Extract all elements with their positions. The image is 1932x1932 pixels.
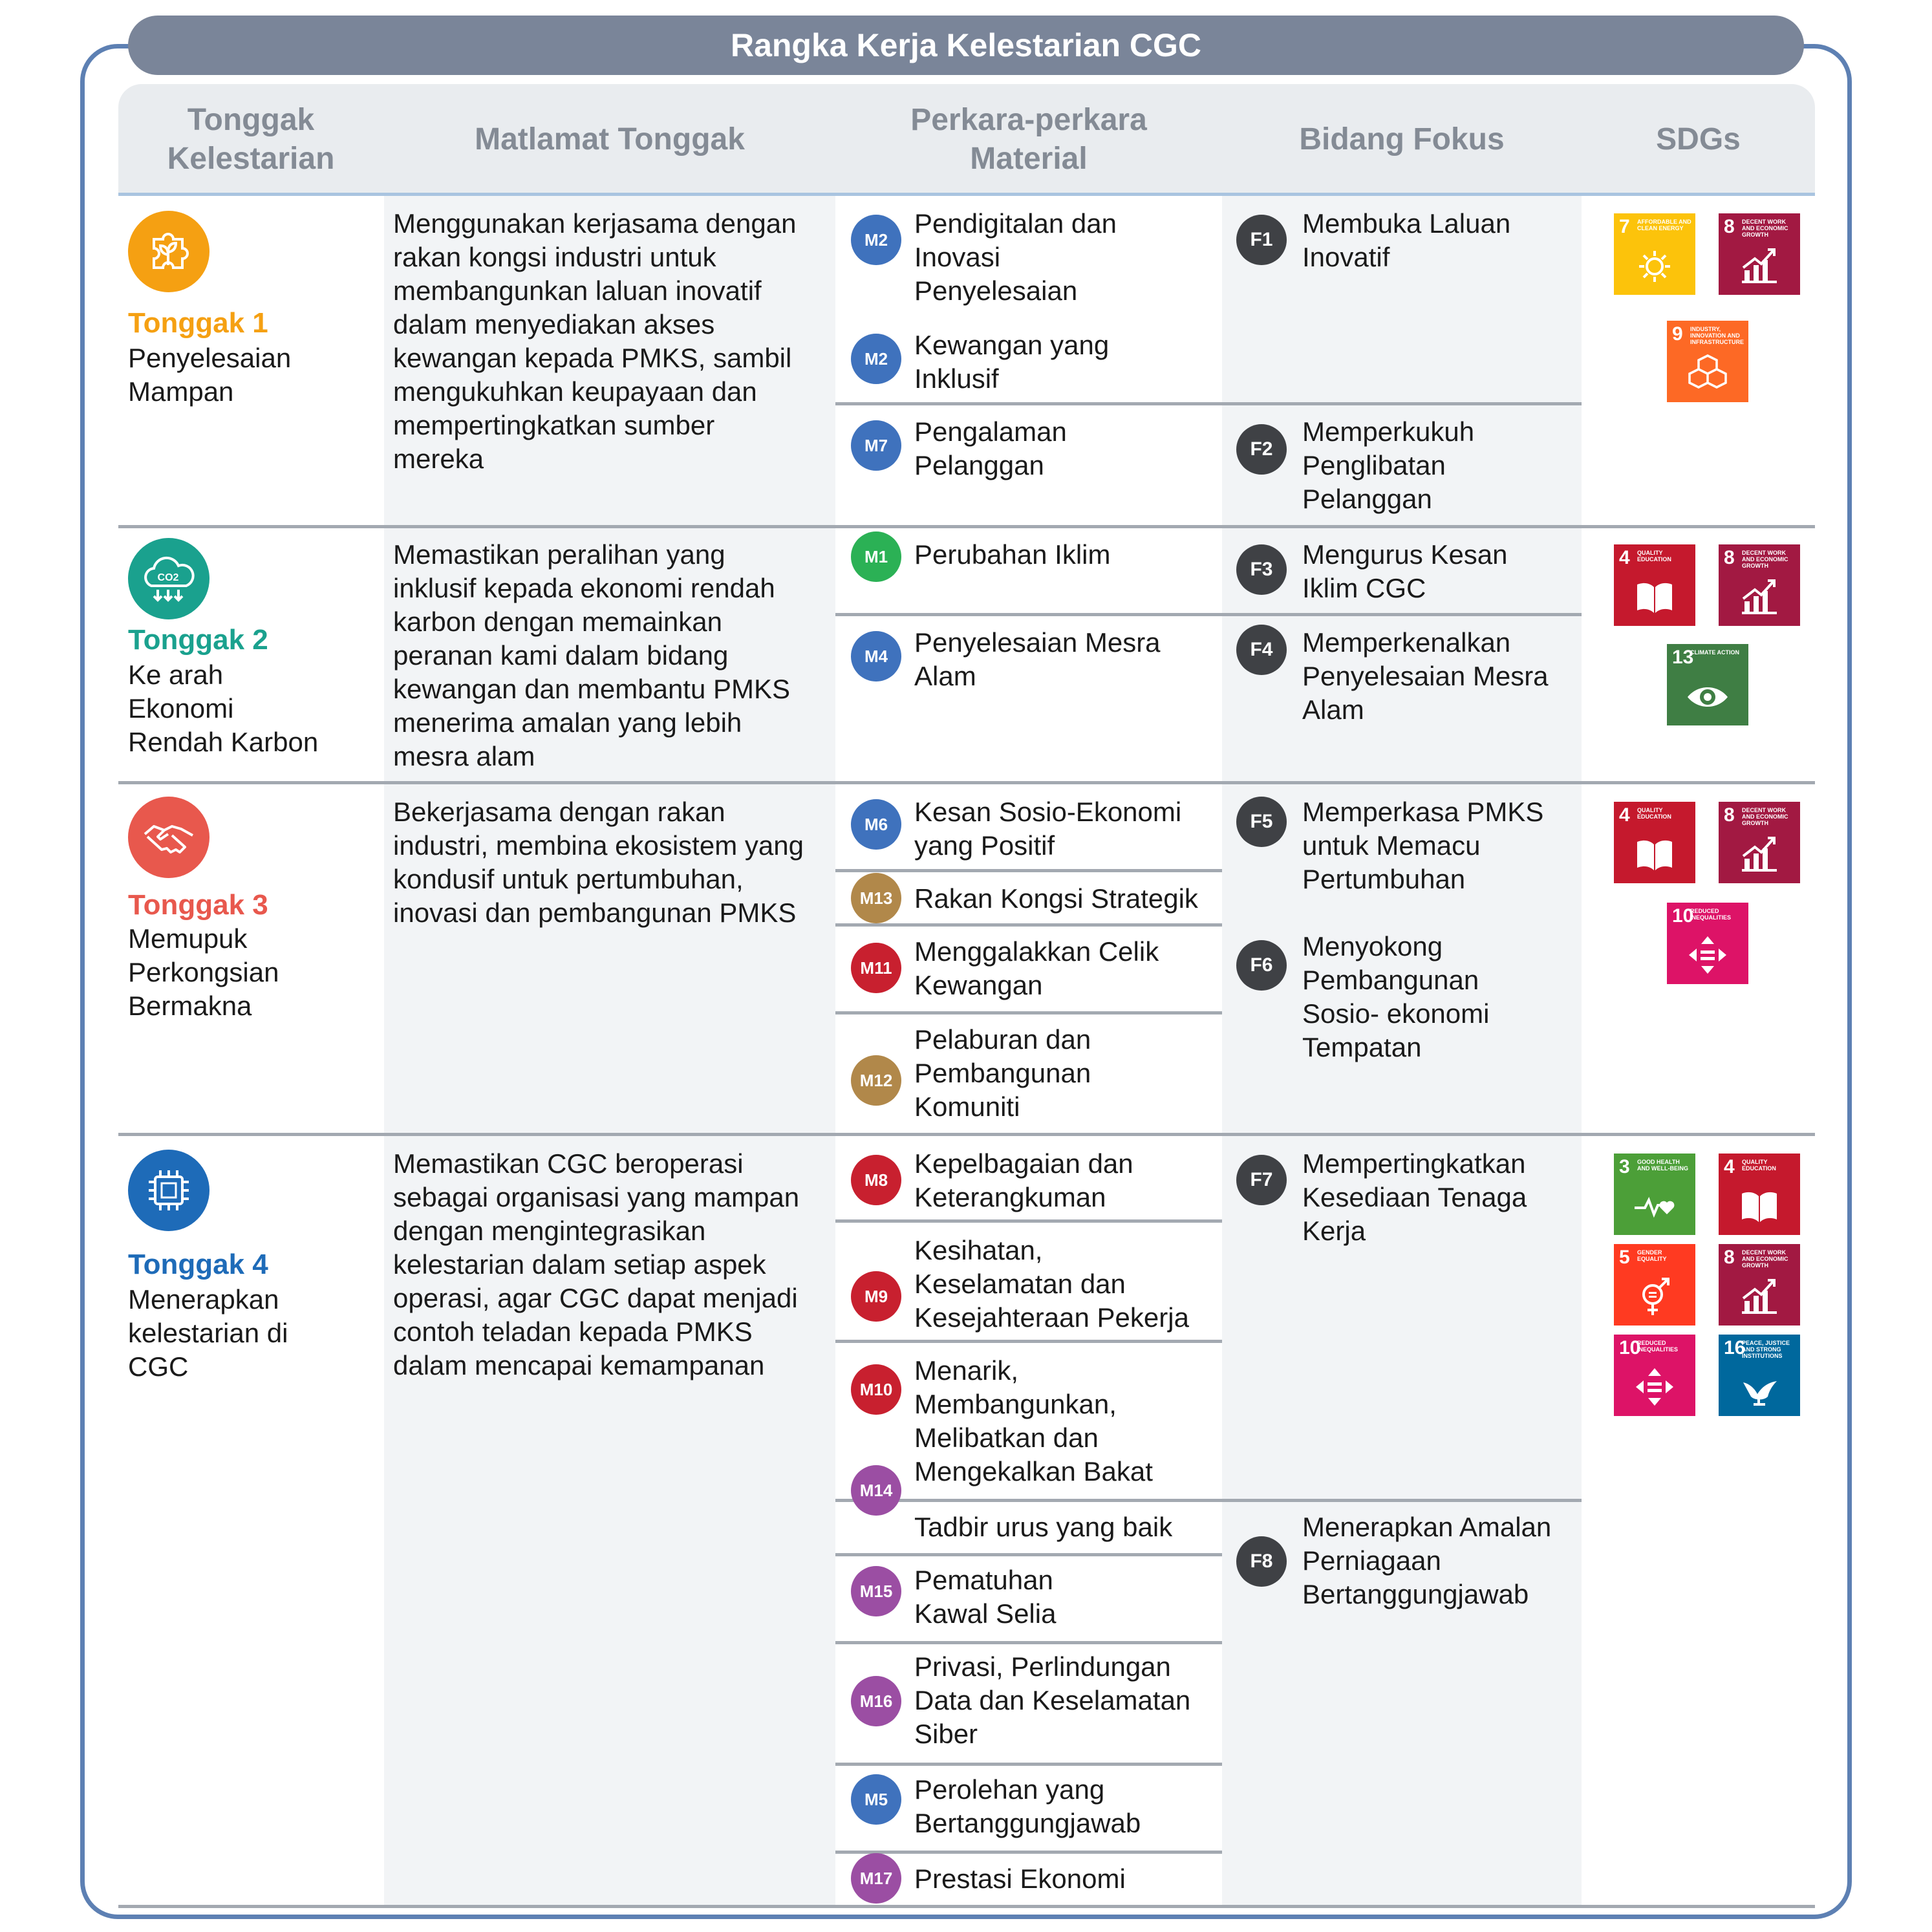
focus-item <box>1302 415 1474 516</box>
pillar-4-icon <box>128 1150 209 1231</box>
goal-line: Memastikan CGC beroperasi <box>393 1148 744 1179</box>
material-rule <box>835 1641 1222 1644</box>
focus-item <box>1302 1147 1527 1248</box>
material-line: Rakan Kongsi Strategik <box>914 883 1198 914</box>
sdg-number: 16 <box>1724 1337 1746 1358</box>
material-item <box>914 1234 1189 1335</box>
growth-chart-icon <box>1737 830 1782 875</box>
material-line: Perubahan Iklim <box>914 539 1111 570</box>
sdg-label: AFFORDABLE AND CLEAN ENERGY <box>1637 219 1691 231</box>
pillar-name-line: Menerapkan <box>128 1284 279 1315</box>
goal-line: Menggunakan kerjasama dengan <box>393 208 797 239</box>
pillar-1-name <box>128 341 291 409</box>
material-badge: M9 <box>851 1271 901 1322</box>
goal-line: kelestarian dalam setiap aspek <box>393 1249 766 1280</box>
goal-line: menerima amalan yang lebih <box>393 707 742 738</box>
material-rule <box>835 1851 1222 1854</box>
goal-line: kewangan dan membantu PMKS <box>393 674 791 704</box>
pillar-3-icon <box>128 797 209 878</box>
sdg-tile <box>1614 1244 1695 1326</box>
material-line: Kesejahteraan Pekerja <box>914 1302 1189 1333</box>
goal-line: peranan kami dalam bidang <box>393 640 729 671</box>
focus-line: Memperkasa PMKS <box>1302 797 1544 827</box>
focus-item <box>1302 626 1549 727</box>
header-goal-label: Matlamat Tonggak <box>475 122 745 156</box>
pillar-name-line: Bermakna <box>128 991 252 1021</box>
sdg-number: 8 <box>1724 216 1735 237</box>
header-material <box>835 84 1222 195</box>
material-rule <box>835 1011 1222 1014</box>
sdg-label: REDUCED INEQUALITIES <box>1690 908 1732 921</box>
sdg-number: 10 <box>1672 905 1694 927</box>
sdg-label: REDUCED INEQUALITIES <box>1637 1340 1679 1353</box>
goal-line: industri, membina ekosistem yang <box>393 830 804 861</box>
material-rule <box>835 923 1222 927</box>
focus-line: Kerja <box>1302 1216 1366 1246</box>
material-line: Kawal Selia <box>914 1598 1057 1629</box>
pillar-4-name <box>128 1283 288 1384</box>
goal-line: kondusif untuk pertumbuhan, <box>393 864 744 894</box>
focus-line: Membuka Laluan <box>1302 208 1511 239</box>
sdg-tile <box>1719 213 1800 295</box>
material-line: Pengalaman <box>914 416 1067 447</box>
sdg-number: 13 <box>1672 647 1694 668</box>
material-line: yang Positif <box>914 830 1055 861</box>
material-rule <box>835 402 1222 405</box>
focus-badge: F8 <box>1236 1536 1287 1587</box>
focus-line: Bertanggungjawab <box>1302 1579 1529 1609</box>
focus-item <box>1302 538 1508 605</box>
equality-icon <box>1632 1363 1677 1408</box>
material-line: Data dan Keselamatan <box>914 1685 1191 1715</box>
sdg-label: DECENT WORK AND ECONOMIC GROWTH <box>1742 219 1788 238</box>
focus-line: Menyokong <box>1302 931 1443 961</box>
sdg-number: 3 <box>1619 1156 1630 1177</box>
material-badge: M4 <box>851 631 901 682</box>
sdg-tile <box>1719 802 1800 883</box>
sdg-number: 4 <box>1619 804 1630 826</box>
focus-line: Penyelesaian Mesra <box>1302 661 1549 691</box>
sdg-number: 7 <box>1619 216 1630 237</box>
header-sdgs <box>1582 84 1815 195</box>
pillar-name-line: Perkongsian <box>128 957 279 987</box>
material-line: Membangunkan, <box>914 1389 1117 1419</box>
growth-chart-icon <box>1737 242 1782 287</box>
header-pillar <box>118 84 383 195</box>
sdg-label: INDUSTRY, INNOVATION AND INFRASTRUCTURE <box>1690 326 1744 345</box>
material-line: Menarik, <box>914 1355 1019 1386</box>
focus-line: Menerapkan Amalan <box>1302 1512 1552 1542</box>
material-item <box>914 626 1161 693</box>
pillar-2-label: Tonggak 2 <box>128 624 268 656</box>
goal-line: dalam mencapai kemampanan <box>393 1350 765 1380</box>
material-item <box>914 1773 1141 1840</box>
section-rule <box>118 1133 1815 1136</box>
material-badge: M12 <box>851 1055 901 1106</box>
focus-line: Kesediaan Tenaga <box>1302 1182 1527 1212</box>
equality-icon <box>1685 931 1730 976</box>
sdg-label: DECENT WORK AND ECONOMIC GROWTH <box>1742 807 1788 826</box>
co2-cloud-icon <box>128 538 209 619</box>
sdg-tile <box>1614 1154 1695 1235</box>
sdg-tile <box>1667 321 1748 402</box>
handshake-icon <box>128 797 209 878</box>
pillar-name-line: Ke arah <box>128 660 224 690</box>
material-line: Perolehan yang <box>914 1774 1105 1805</box>
sdg-label: CLIMATE ACTION <box>1690 649 1739 656</box>
focus-line: Pelanggan <box>1302 484 1432 514</box>
focus-rule <box>1222 1499 1582 1502</box>
pillar-name-line: Memupuk <box>128 923 248 954</box>
material-badge: M14 <box>851 1465 901 1516</box>
header-goal <box>384 84 835 195</box>
goal-line: contoh teladan kepada PMKS <box>393 1316 753 1347</box>
focus-line: Perniagaan <box>1302 1545 1441 1576</box>
material-line: Keterangkuman <box>914 1182 1106 1212</box>
material-line: Komuniti <box>914 1091 1020 1122</box>
sdg-number: 8 <box>1724 1247 1735 1268</box>
material-line: Kesan Sosio-Ekonomi <box>914 797 1182 827</box>
material-badge: M10 <box>851 1364 901 1415</box>
material-badge: M5 <box>851 1774 901 1825</box>
sdg-label: QUALITY EDUCATION <box>1742 1159 1776 1172</box>
pillar-1-label: Tonggak 1 <box>128 307 268 339</box>
material-line: Penyelesaian Mesra <box>914 627 1161 658</box>
material-badge: M15 <box>851 1566 901 1616</box>
material-item <box>914 1650 1190 1751</box>
goal-line: dalam menyediakan akses <box>393 309 715 339</box>
pillar-1-goal <box>393 207 796 476</box>
sdg-tile <box>1719 1154 1800 1235</box>
material-rule <box>835 869 1222 872</box>
pillar-4-label: Tonggak 4 <box>128 1249 268 1280</box>
sdg-number: 10 <box>1619 1337 1641 1358</box>
material-item <box>914 538 1111 572</box>
material-badge: M11 <box>851 943 901 993</box>
focus-badge: F3 <box>1236 544 1287 595</box>
goal-line: mempertingkatkan sumber <box>393 410 715 440</box>
book-icon <box>1632 573 1677 618</box>
pillar-name-line: Rendah Karbon <box>128 727 319 757</box>
sdg-tile <box>1719 544 1800 626</box>
material-badge: M16 <box>851 1676 901 1726</box>
growth-chart-icon <box>1737 573 1782 618</box>
sdg-tile <box>1667 903 1748 984</box>
header-sdgs-label: SDGs <box>1656 122 1741 156</box>
sdg-number: 4 <box>1619 547 1630 568</box>
sdg-number: 4 <box>1724 1156 1735 1177</box>
focus-line: untuk Memacu <box>1302 830 1481 861</box>
material-line: Mengekalkan Bakat <box>914 1456 1153 1487</box>
pillar-name-line: Penyelesaian <box>128 343 292 373</box>
material-line: Pelaburan dan <box>914 1024 1091 1055</box>
material-item <box>914 795 1181 863</box>
material-line: Inklusif <box>914 363 999 394</box>
sdg-number: 8 <box>1724 547 1735 568</box>
goal-line: kewangan kepada PMKS, sambil <box>393 343 792 373</box>
sdg-number: 5 <box>1619 1247 1630 1268</box>
sdg-tile <box>1719 1335 1800 1416</box>
focus-line: Sosio- ekonomi <box>1302 998 1490 1029</box>
pillar-1-icon <box>128 211 209 292</box>
sun-icon <box>1632 242 1677 287</box>
sdg-tile <box>1614 802 1695 883</box>
sdg-label: GOOD HEALTH AND WELL-BEING <box>1637 1159 1688 1172</box>
sdg-tile <box>1719 1244 1800 1326</box>
material-badge: M13 <box>851 873 901 923</box>
focus-line: Mempertingkatkan <box>1302 1148 1526 1179</box>
sdg-tile <box>1614 1335 1695 1416</box>
goal-line: dengan mengintegrasikan <box>393 1216 706 1246</box>
material-rule <box>835 1219 1222 1223</box>
sdg-label: QUALITY EDUCATION <box>1637 807 1671 820</box>
pillar-name-line: kelestarian di <box>128 1318 288 1348</box>
pillar-name-line: Mampan <box>128 376 234 407</box>
goal-line: membangunkan laluan inovatif <box>393 275 762 306</box>
goal-line: mesra alam <box>393 741 535 771</box>
goal-line: rakan kongsi industri untuk <box>393 242 716 272</box>
pillar-4-goal <box>393 1147 799 1382</box>
book-icon <box>1737 1182 1782 1227</box>
cubes-icon <box>1685 349 1730 394</box>
material-line: Alam <box>914 661 976 691</box>
goal-line: inklusif kepada ekonomi rendah <box>393 573 775 603</box>
material-item <box>914 1354 1153 1488</box>
material-line: Bertanggungjawab <box>914 1808 1141 1838</box>
material-line: Kewangan <box>914 970 1043 1000</box>
material-line: Pematuhan <box>914 1565 1053 1595</box>
material-badge: M6 <box>851 799 901 850</box>
sdg-label: DECENT WORK AND ECONOMIC GROWTH <box>1742 550 1788 569</box>
focus-item <box>1302 1510 1551 1611</box>
goal-line: Memastikan peralihan yang <box>393 539 725 570</box>
chip-icon <box>128 1150 209 1231</box>
growth-chart-icon <box>1737 1272 1782 1318</box>
focus-line: Memperkenalkan <box>1302 627 1511 658</box>
pillar-3-goal <box>393 795 804 930</box>
material-rule <box>835 1340 1222 1343</box>
focus-line: Mengurus Kesan <box>1302 539 1508 570</box>
material-line: Pendigitalan dan <box>914 208 1117 239</box>
material-item <box>914 415 1067 482</box>
material-item <box>914 1862 1126 1896</box>
focus-badge: F4 <box>1236 625 1287 675</box>
material-item <box>914 1563 1056 1631</box>
header-material-label: Perkara-perkara Material <box>910 103 1147 176</box>
material-line: Pembangunan <box>914 1058 1091 1088</box>
material-line: Kepelbagaian dan <box>914 1148 1133 1179</box>
material-badge: M7 <box>851 420 901 471</box>
sdg-label: GENDER EQUALITY <box>1637 1249 1667 1262</box>
header-rule <box>118 193 1815 196</box>
header-pillar-label: Tonggak Kelestarian <box>167 103 335 176</box>
focus-item <box>1302 795 1543 896</box>
gender-icon <box>1632 1272 1677 1318</box>
material-rule <box>835 1553 1222 1556</box>
focus-rule <box>1222 613 1582 616</box>
puzzle-plant-icon <box>128 211 209 292</box>
focus-item <box>1302 207 1510 274</box>
material-line: Prestasi Ekonomi <box>914 1863 1126 1894</box>
material-line: Tadbir urus yang baik <box>914 1512 1173 1542</box>
focus-line: Pembangunan <box>1302 965 1479 995</box>
material-line: Inovasi <box>914 242 1001 272</box>
section-rule <box>118 1905 1815 1908</box>
pillar-name-line: CGC <box>128 1351 189 1382</box>
material-item <box>914 207 1117 308</box>
sdg-tile <box>1667 644 1748 725</box>
focus-line: Memperkukuh <box>1302 416 1475 447</box>
material-line: Pelanggan <box>914 450 1044 480</box>
focus-line: Penglibatan <box>1302 450 1446 480</box>
header-focus <box>1222 84 1582 195</box>
material-item <box>914 882 1198 916</box>
material-badge: M1 <box>851 531 901 582</box>
sdg-number: 8 <box>1724 804 1735 826</box>
material-rule <box>835 1763 1222 1766</box>
goal-line: karbon dengan memainkan <box>393 606 723 637</box>
goal-line: mengukuhkan keupayaan dan <box>393 376 757 407</box>
header-focus-label: Bidang Fokus <box>1299 122 1505 156</box>
sdg-tile <box>1614 213 1695 295</box>
goal-line: Bekerjasama dengan rakan <box>393 797 725 827</box>
goal-line: sebagai organisasi yang mampan <box>393 1182 800 1212</box>
focus-line: Alam <box>1302 694 1364 725</box>
material-item <box>914 1147 1133 1214</box>
book-icon <box>1632 830 1677 875</box>
co2-text: CO2 <box>157 572 179 583</box>
dove-icon <box>1737 1363 1782 1408</box>
focus-badge: F7 <box>1236 1155 1287 1205</box>
material-item <box>914 328 1109 396</box>
focus-rule <box>1222 402 1582 405</box>
material-badge: M2 <box>851 334 901 384</box>
sdg-label: PEACE, JUSTICE AND STRONG INSTITUTIONS <box>1742 1340 1790 1359</box>
material-line: Menggalakkan Celik <box>914 936 1159 967</box>
focus-line: Inovatif <box>1302 242 1390 272</box>
sdg-number: 9 <box>1672 323 1683 345</box>
focus-line: Pertumbuhan <box>1302 864 1466 894</box>
focus-item <box>1302 930 1489 1064</box>
focus-badge: F1 <box>1236 215 1287 265</box>
section-rule <box>118 525 1815 528</box>
material-badge: M8 <box>851 1155 901 1205</box>
material-line: Penyelesaian <box>914 275 1078 306</box>
material-line: Keselamatan dan <box>914 1269 1126 1299</box>
material-line: Kesihatan, <box>914 1235 1043 1265</box>
heartbeat-icon <box>1632 1182 1677 1227</box>
material-line: Privasi, Perlindungan <box>914 1651 1171 1682</box>
material-item <box>914 1510 1172 1544</box>
focus-line: Tempatan <box>1302 1032 1422 1062</box>
material-line: Melibatkan dan <box>914 1422 1099 1453</box>
pillar-2-name <box>128 658 318 759</box>
pillar-name-line: Ekonomi <box>128 693 234 724</box>
focus-badge: F5 <box>1236 797 1287 847</box>
pillar-2-goal <box>393 538 790 773</box>
sdg-label: DECENT WORK AND ECONOMIC GROWTH <box>1742 1249 1788 1269</box>
focus-badge: F2 <box>1236 424 1287 475</box>
framework-title: Rangka Kerja Kelestarian CGC <box>128 16 1804 75</box>
section-rule <box>118 781 1815 784</box>
focus-line: Iklim CGC <box>1302 573 1426 603</box>
pillar-2-icon <box>128 538 209 619</box>
eye-globe-icon <box>1685 672 1730 718</box>
pillar-3-name <box>128 922 279 1023</box>
sdg-label: QUALITY EDUCATION <box>1637 550 1671 563</box>
material-line: Siber <box>914 1719 978 1749</box>
focus-badge: F6 <box>1236 940 1287 991</box>
goal-line: mereka <box>393 444 484 474</box>
sdg-tile <box>1614 544 1695 626</box>
goal-line: inovasi dan pembangunan PMKS <box>393 897 797 928</box>
material-item <box>914 935 1159 1002</box>
material-badge: M17 <box>851 1853 901 1904</box>
goal-line: operasi, agar CGC dapat menjadi <box>393 1283 798 1313</box>
material-item <box>914 1023 1091 1124</box>
material-line: Kewangan yang <box>914 330 1110 360</box>
material-badge: M2 <box>851 215 901 265</box>
pillar-3-label: Tonggak 3 <box>128 889 268 921</box>
material-rule <box>835 613 1222 616</box>
